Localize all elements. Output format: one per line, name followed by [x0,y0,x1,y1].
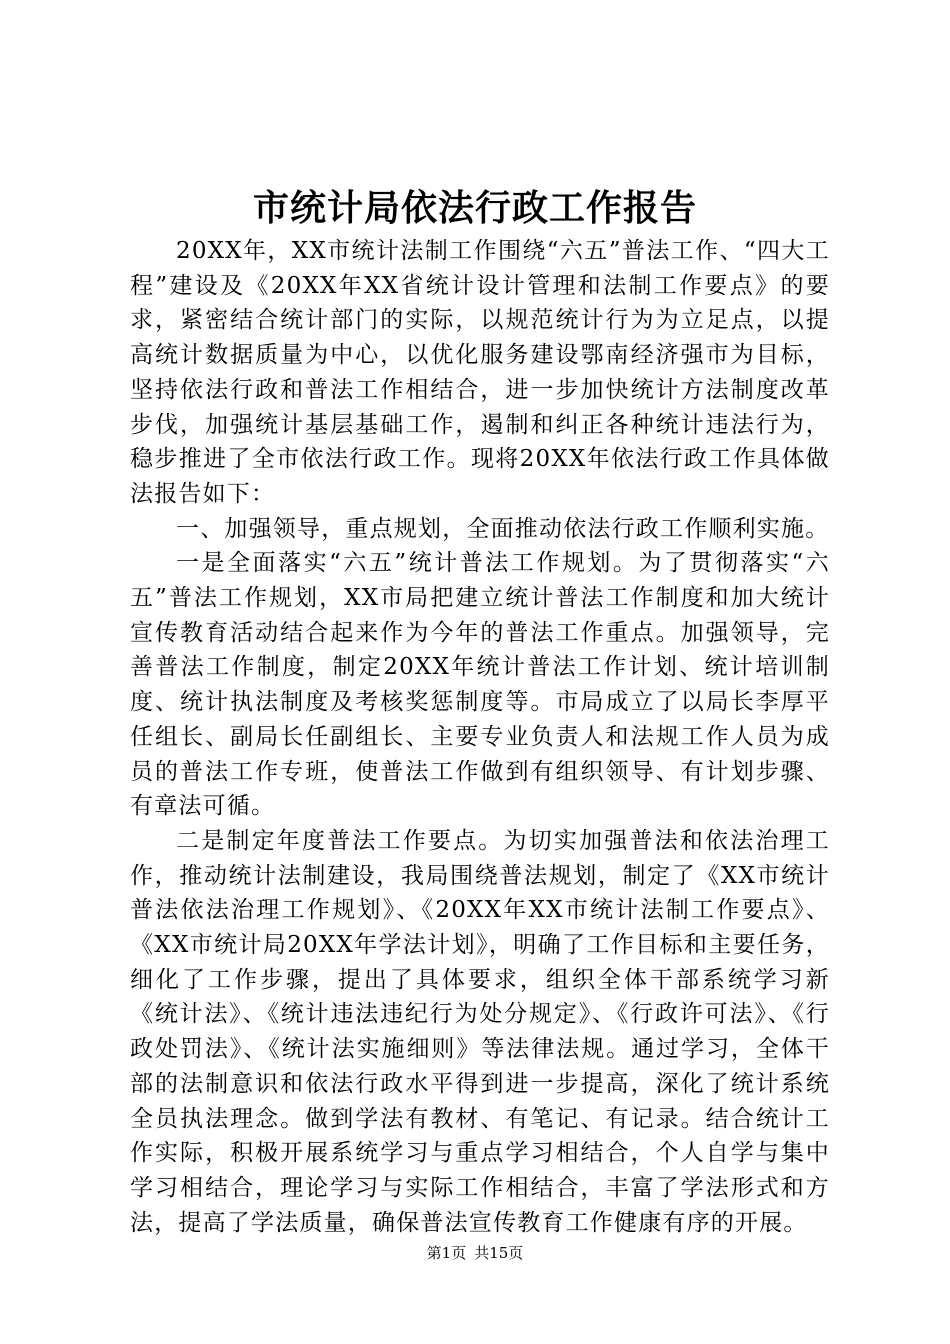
paragraph-point-one: 一是全面落实“六五”统计普法工作规划。为了贯彻落实“六五”普法工作规划，XX市局把建立统计普法工作制度和加大统计宣传教育活动结合起来作为今年的普法工作重点。加强领导，完善普法工作制度，制定20XX年统计普法工作计划、统计培训制度、统计执法制度及考核奖惩制度等。市局成立了以局长李厚平任组长、副局长任副组长、主要专业负责人和法规工作人员为成员的普法工作专班，使普法工作做到有组织领导、有计划步骤、有章法可循。 [130,550,830,820]
page-total: 共15页 [474,1244,524,1262]
paragraph-section-heading: 一、加强领导，重点规划，全面推动依法行政工作顺利实施。 [176,515,830,542]
paragraph-intro: 20XX年，XX市统计法制工作围绕“六五”普法工作、“四大工程”建设及《20XX年XX省统计设计管理和法制工作要点》的要求，紧密结合统计部门的实际，以规范统计行为为立足点，以提高统计数据质量为中心，以优化服务建设鄂南经济强市为目标，坚持依法行政和普法工作相结合，进一步加快统计方法制度改革步伐，加强统计基层基础工作，遏制和纠正各种统计违法行为，稳步推进了全市依法行政工作。现将20XX年依法行政工作具体做法报告如下： [130,238,830,507]
page-footer [0,1243,950,1263]
document-title: 市统计局依法行政工作报告 [252,187,697,229]
paragraph-point-two: 二是制定年度普法工作要点。为切实加强普法和依法治理工作，推动统计法制建设，我局围绕普法规划，制定了《XX市统计普法依法治理工作规划》、《20XX年XX市统计法制工作要点》、《XX市统计局20XX年学法计划》，明确了工作目标和主要任务，细化了工作步骤，提出了具体要求，组织全体干部系统学习新《统计法》、《统计违法违纪行为处分规定》、《行政许可法》、《行政处罚法》、《统计法实施细则》等法律法规。通过学习，全体干部的法制意识和依法行政水平得到进一步提高，深化了统计系统全员执法理念。做到学法有教材、有笔记、有记录。结合统计工作实际，积极开展系统学习与重点学习相结合，个人自学与集中学习相结合，理论学习与实际工作相结合，丰富了学法形式和方法，提高了学法质量，确保普法宣传教育工作健康有序的开展。 [130,827,830,1236]
document-body [130,234,830,1240]
page-number: 第1页 [426,1244,467,1262]
